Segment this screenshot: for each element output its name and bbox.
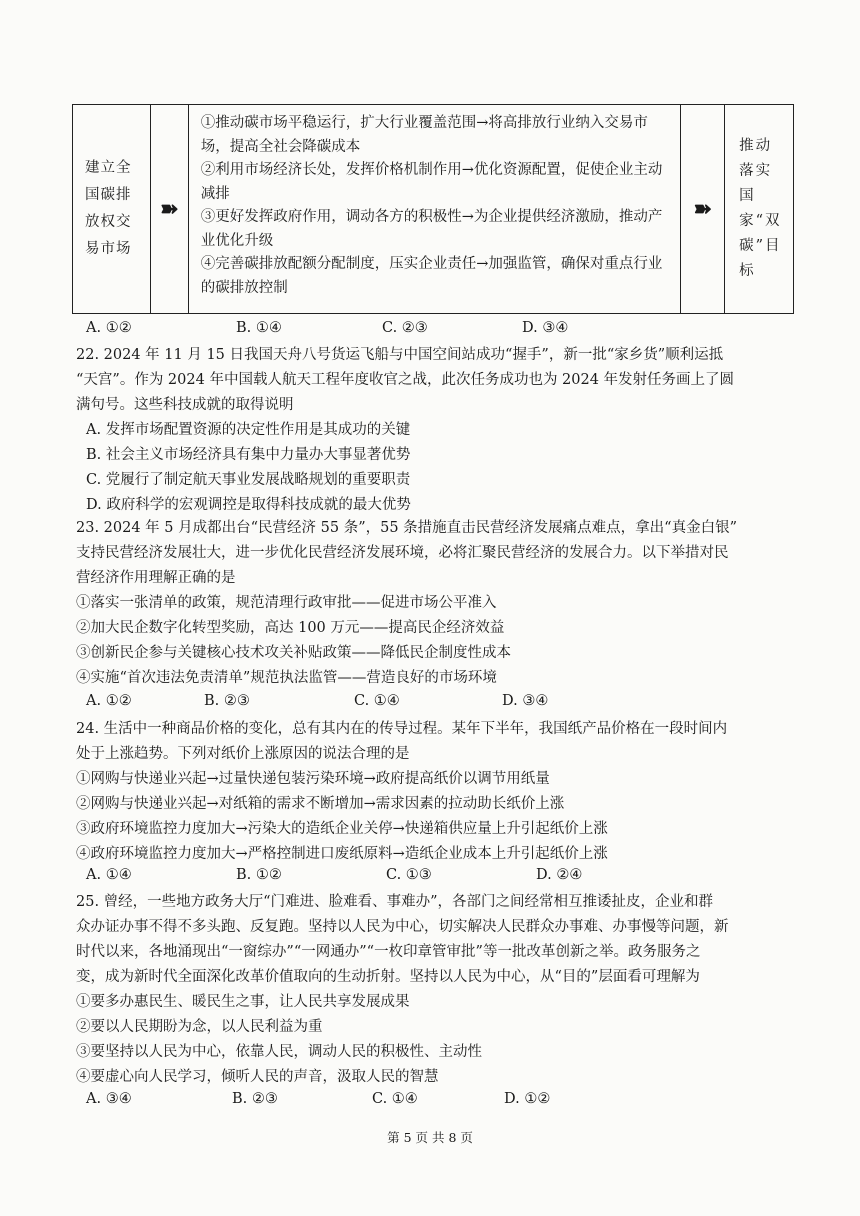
- flow-item-1: ①推动碳市场平稳运行，扩大行业覆盖范围→将高排放行业纳入交易市场，提高全社会降碳成本: [200, 115, 648, 155]
- q21-options: [86, 320, 568, 336]
- flow-item-4: ④完善碳排放配额分配制度，压实企业责任→加强监管，确保对重点行业的碳排放控制: [200, 256, 663, 296]
- q25-item-4: ④要虚心向人民学习，倾听人民的声音，汲取人民的智慧: [76, 1069, 439, 1085]
- q24-option-a[interactable]: A. ①④: [86, 867, 132, 883]
- q23-option-a[interactable]: A. ①②: [86, 693, 132, 709]
- q24-option-d[interactable]: D. ②④: [536, 867, 583, 883]
- q22-choice-d[interactable]: D. 政府科学的宏观调控是取得科技成就的最大优势: [86, 497, 411, 513]
- q21-option-a[interactable]: A. ①②: [86, 320, 132, 336]
- q23-option-d[interactable]: D. ③④: [502, 693, 549, 709]
- q21-option-b[interactable]: B. ①④: [236, 320, 282, 336]
- q24-options: [86, 867, 582, 883]
- flow-middle-cell: [189, 105, 682, 313]
- q25-stem-line-1: 25. 曾经，一些地方政务大厅“门难进、脸难看、事难办”，各部门之间经常相互推诿扯皮，企业和群: [76, 894, 713, 910]
- q25-item-3: ③要坚持以人民为中心，依靠人民，调动人民的积极性、主动性: [76, 1044, 482, 1060]
- right-arrow-icon: ➽: [160, 196, 179, 222]
- q21-option-d[interactable]: D. ③④: [522, 320, 569, 336]
- flow-start-cell: [73, 105, 151, 313]
- q24-item-1: ①网购与快递业兴起→过量快递包装污染环境→政府提高纸价以调节用纸量: [76, 771, 550, 787]
- q21-flow-table: [72, 104, 794, 314]
- q23-option-c[interactable]: C. ①④: [354, 693, 400, 709]
- q23-item-1: ①落实一张清单的政策，规范清理行政审批——促进市场公平准入: [76, 595, 497, 611]
- q23-option-b[interactable]: B. ②③: [204, 693, 250, 709]
- q25-stem-line-3: 时代以来，各地涌现出“一窗综办”“一网通办”“一枚印章管审批”等一批改革创新之举。政务服务之: [76, 944, 701, 960]
- flow-end-label: 推动落实国家“双碳”目标: [739, 138, 782, 279]
- q25-option-b[interactable]: B. ②③: [232, 1091, 278, 1107]
- flow-start-label: 建立全国碳排放权交易市场: [85, 160, 132, 257]
- q23-item-2: ②加大民企数字化转型奖励，高达 100 万元——提高民企经济效益: [76, 620, 505, 636]
- q23-stem-line-3: 营经济作用理解正确的是: [76, 570, 236, 586]
- q25-item-1: ①要多办惠民生、暖民生之事，让人民共享发展成果: [76, 994, 410, 1010]
- q23-options: [86, 693, 548, 709]
- q24-item-2: ②网购与快递业兴起→对纸箱的需求不断增加→需求因素的拉动助长纸价上涨: [76, 796, 565, 812]
- q22-stem-line-3: 满句号。这些科技成就的取得说明: [76, 397, 294, 413]
- q24-item-3: ③政府环境监控力度加大→污染大的造纸企业关停→快递箱供应量上升引起纸价上涨: [76, 821, 608, 837]
- q22-choice-a[interactable]: A. 发挥市场配置资源的决定性作用是其成功的关键: [86, 422, 411, 438]
- q22-stem-line-1: 22. 2024 年 11 月 15 日我国天舟八号货运飞船与中国空间站成功“握手”，新一批“家乡货”顺利运抵: [76, 347, 724, 363]
- q25-option-d[interactable]: D. ①②: [504, 1091, 551, 1107]
- q25-option-c[interactable]: C. ①④: [372, 1091, 418, 1107]
- page-footer: 第 5 页 共 8 页: [387, 1130, 473, 1145]
- q25-stem-line-4: 变，成为新时代全面深化改革价值取向的生动折射。坚持以人民为中心，从“目的”层面看可理解为: [76, 969, 700, 985]
- q25-options: [86, 1091, 550, 1107]
- flow-arrow-cell-right: [681, 105, 725, 313]
- flow-item-3: ③更好发挥政府作用，调动各方的积极性→为企业提供经济激励，推动产业优化升级: [200, 209, 663, 249]
- q25-item-2: ②要以人民期盼为念，以人民利益为重: [76, 1019, 323, 1035]
- q21-option-c[interactable]: C. ②③: [382, 320, 428, 336]
- q23-item-4: ④实施“首次违法免责清单”规范执法监管——营造良好的市场环境: [76, 670, 497, 686]
- q24-option-c[interactable]: C. ①③: [386, 867, 432, 883]
- q24-stem-line-1: 24. 生活中一种商品价格的变化，总有其内在的传导过程。某年下半年，我国纸产品价格在一段时间内: [76, 721, 728, 737]
- flow-end-cell: [725, 105, 793, 313]
- right-arrow-icon: ➽: [693, 196, 712, 222]
- q23-stem-line-1: 23. 2024 年 5 月成都出台“民营经济 55 条”，55 条措施直击民营经济发展痛点难点，拿出“真金白银”: [76, 520, 738, 536]
- flow-item-2: ②利用市场经济长处，发挥价格机制作用→优化资源配置，促使企业主动减排: [200, 162, 663, 202]
- q24-stem-line-2: 处于上涨趋势。下列对纸价上涨原因的说法合理的是: [76, 746, 410, 762]
- q25-option-a[interactable]: A. ③④: [86, 1091, 132, 1107]
- q22-choice-b[interactable]: B. 社会主义市场经济具有集中力量办大事显著优势: [86, 447, 411, 463]
- q23-item-3: ③创新民企参与关键核心技术攻关补贴政策——降低民企制度性成本: [76, 645, 511, 661]
- q24-option-b[interactable]: B. ①②: [236, 867, 282, 883]
- q25-stem-line-2: 众办证办事不得不多头跑、反复跑。坚持以人民为中心，切实解决人民群众办事难、办事慢等问题，新: [76, 919, 729, 935]
- q23-stem-line-2: 支持民营经济发展壮大，进一步优化民营经济发展环境，必将汇聚民营经济的发展合力。以下举措对民: [76, 545, 729, 561]
- q22-choice-c[interactable]: C. 党履行了制定航天事业发展战略规划的重要职责: [86, 472, 411, 488]
- flow-arrow-cell-left: [151, 105, 189, 313]
- q22-stem-line-2: “天宫”。作为 2024 年中国载人航天工程年度收官之战，此次任务成功也为 2024 年发射任务画上了圆: [76, 372, 735, 388]
- q24-item-4: ④政府环境监控力度加大→严格控制进口废纸原料→造纸企业成本上升引起纸价上涨: [76, 846, 608, 862]
